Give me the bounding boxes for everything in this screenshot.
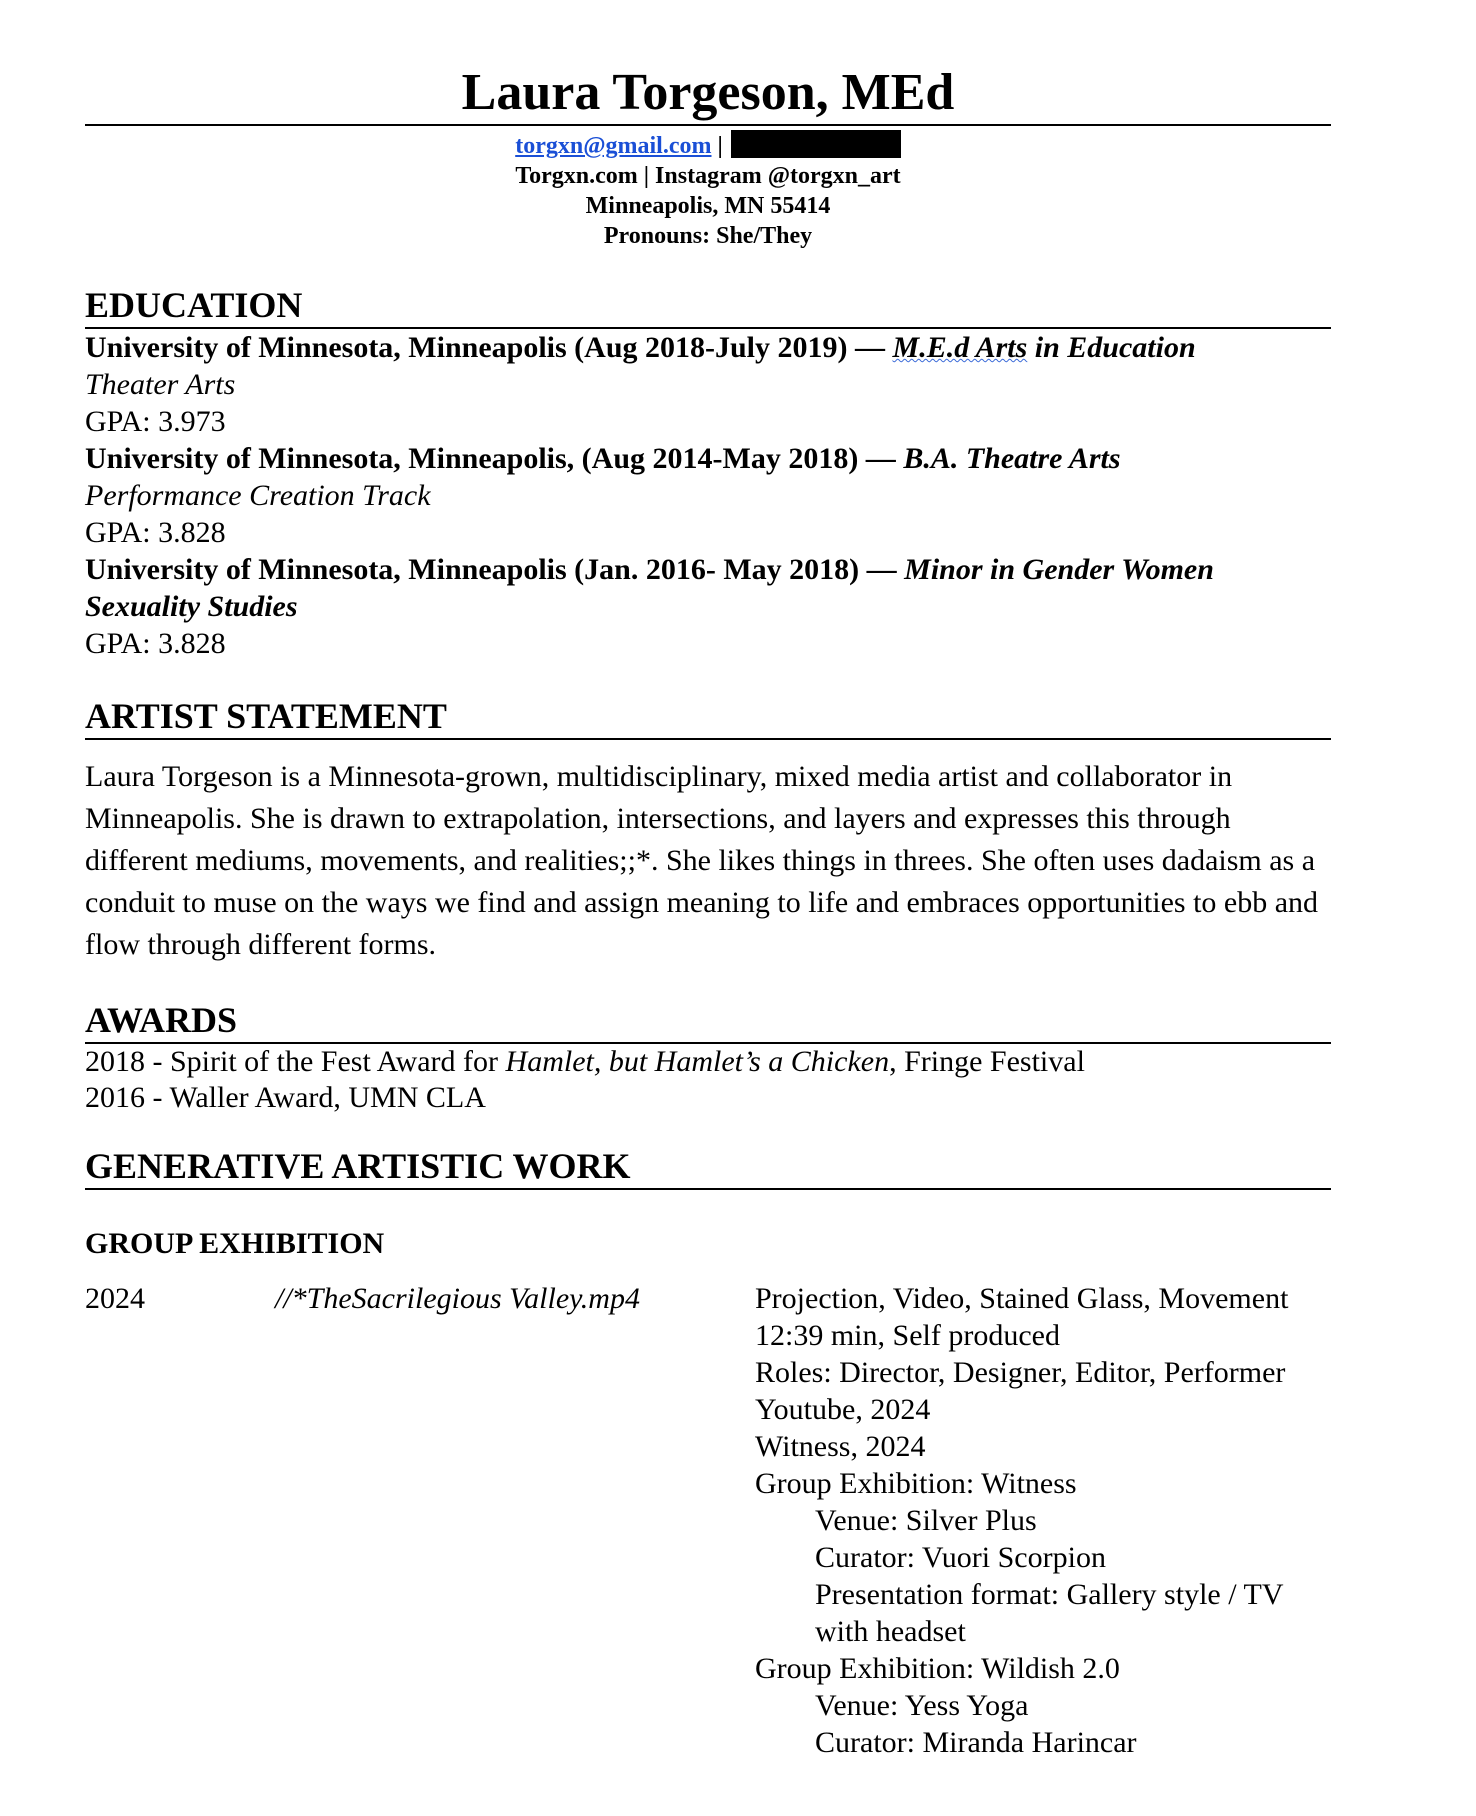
detail-sub-line: Venue: Yess Yoga (815, 1689, 1029, 1722)
exhibition-year: 2024 (85, 1282, 145, 1315)
education-school: University of Minnesota, Minneapolis, (Aug 2014-May 2018) — (85, 442, 904, 475)
education-school: University of Minnesota, Minneapolis (Aug 2018-July 2019) — (85, 331, 893, 364)
group-exhibition-heading: GROUP EXHIBITION (85, 1227, 385, 1260)
detail-line: Witness, 2024 (755, 1430, 926, 1463)
redacted-phone (731, 130, 901, 158)
award-prefix: 2016 - Waller Award, UMN CLA (85, 1081, 486, 1114)
detail-line: Roles: Director, Designer, Editor, Performer (755, 1356, 1286, 1389)
detail-sub-line: Venue: Silver Plus (815, 1504, 1037, 1537)
award-suffix: , Fringe Festival (889, 1045, 1085, 1078)
resume-content (85, 62, 1331, 1760)
exhibition-entry (85, 1280, 1331, 1760)
detail-line: Youtube, 2024 (755, 1393, 931, 1426)
contact-pronouns: Pronouns: She/They (603, 223, 813, 249)
contact-line-1 (85, 130, 1331, 161)
education-track: Performance Creation Track (85, 479, 431, 512)
education-degree: Minor in Gender Women Sexuality Studies (85, 553, 1214, 623)
education-gpa: GPA: 3.828 (85, 516, 226, 549)
education-heading: EDUCATION (85, 285, 1331, 329)
education-degree-flagged: M.E.d Arts (892, 331, 1028, 364)
detail-line: 12:39 min, Self produced (755, 1319, 1060, 1352)
education-degree: in Education (1027, 331, 1196, 364)
education-gpa: GPA: 3.973 (85, 405, 226, 438)
detail-line: Projection, Video, Stained Glass, Movement (755, 1282, 1289, 1315)
education-entry (85, 329, 1331, 366)
award-prefix: 2018 - Spirit of the Fest Award for (85, 1045, 506, 1078)
award-item (85, 1044, 1331, 1080)
education-degree: B.A. Theatre Arts (903, 442, 1121, 475)
awards-list (85, 1044, 1331, 1116)
exhibition-details (755, 1280, 1335, 1761)
awards-heading: AWARDS (85, 1000, 1331, 1044)
contact-web-line: Torgxn.com | Instagram @torgxn_art (515, 163, 901, 189)
education-entry (85, 551, 1331, 625)
contact-separator: | (717, 133, 723, 159)
resume-name: Laura Torgeson, MEd (85, 62, 1331, 126)
detail-line: Group Exhibition: Wildish 2.0 (755, 1652, 1120, 1685)
email-link[interactable]: torgxn@gmail.com (515, 133, 712, 159)
education-gpa: GPA: 3.828 (85, 627, 226, 660)
education-track: Theater Arts (85, 368, 236, 401)
detail-sub-line: Curator: Vuori Scorpion (815, 1541, 1106, 1574)
award-work: Hamlet, but Hamlet’s a Chicken (505, 1045, 890, 1078)
artist-statement-text: Laura Torgeson is a Minnesota-grown, multidisciplinary, mixed media artist and collaborator in Minneapolis. She is drawn to extrapolation, intersections, and layers and expresses this through different mediums, movements, and realities;;*. She likes things in threes. She often uses dadaism as a conduit to muse on the ways we find and assign meaning to life and embraces opportunities to ebb and flow through different forms. (85, 760, 1319, 961)
generative-work-heading: GENERATIVE ARTISTIC WORK (85, 1146, 1331, 1190)
education-school: University of Minnesota, Minneapolis (Jan. 2016- May 2018) — (85, 553, 905, 586)
contact-location: Minneapolis, MN 55414 (585, 193, 831, 219)
exhibition-title: //*TheSacrilegious Valley.mp4 (275, 1282, 640, 1315)
detail-line: Group Exhibition: Witness (755, 1467, 1077, 1500)
artist-statement-heading: ARTIST STATEMENT (85, 696, 1331, 740)
detail-sub-line: Presentation format: Gallery style / TV with headset (815, 1578, 1283, 1648)
education-entry (85, 440, 1331, 477)
award-item (85, 1080, 1331, 1116)
detail-sub-line: Curator: Miranda Harincar (815, 1726, 1137, 1759)
education-list (85, 329, 1331, 662)
